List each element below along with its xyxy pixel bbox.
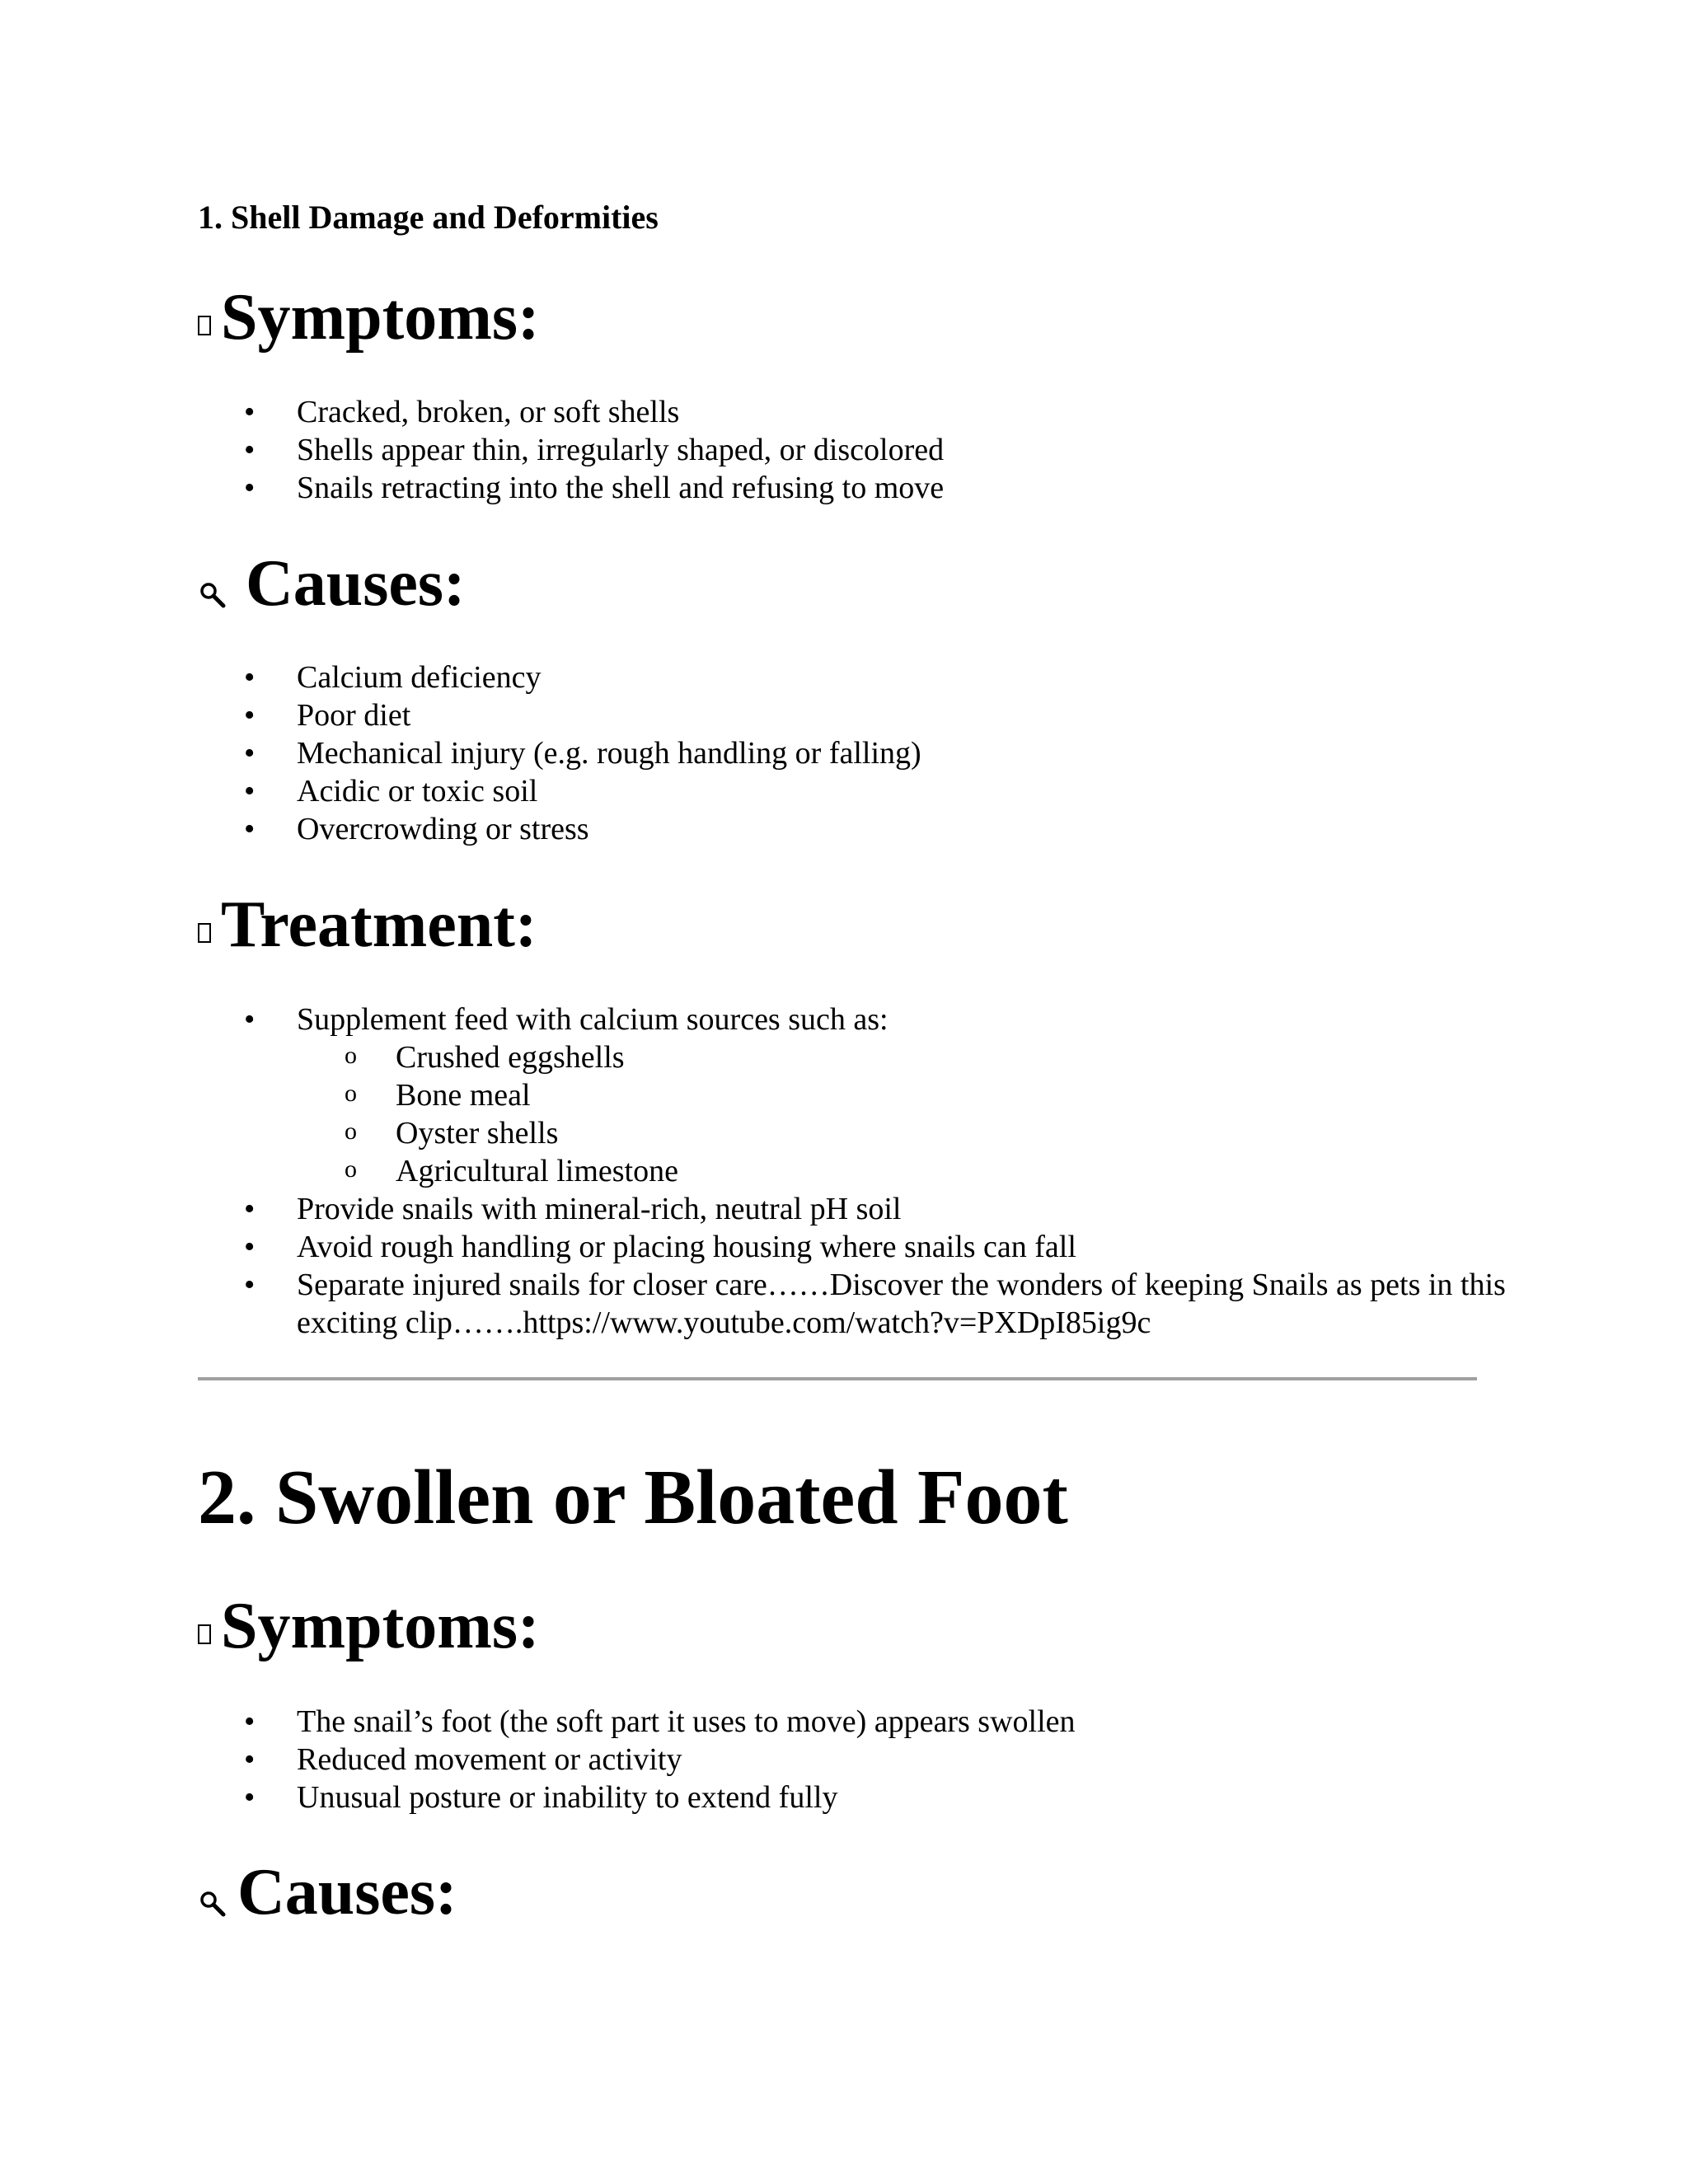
list-item: • Calcium deficiency <box>198 658 1508 696</box>
list-item <box>198 1001 1508 1190</box>
section2-causes-heading-text: Causes: <box>237 1856 457 1929</box>
list-item: o Crushed eggshells <box>198 1038 1508 1076</box>
section1-symptoms-heading-text: Symptoms: <box>221 281 540 354</box>
missing-glyph-box-icon <box>198 923 211 943</box>
list-item: • Provide snails with mineral-rich, neutral pH soil <box>198 1190 1508 1228</box>
list-item: • Overcrowding or stress <box>198 810 1508 848</box>
section2-symptoms-heading <box>198 1590 540 1662</box>
list-item: • Separate injured snails for closer care……Discover the wonders of keeping Snails as pets in this exciting clip…….https://www.youtube.com/watch?v=PXDpI85ig9c <box>198 1266 1508 1342</box>
section1-treatment-list <box>198 1001 1508 1342</box>
section2-symptoms-list <box>198 1703 1508 1816</box>
list-item: o Bone meal <box>198 1076 1508 1114</box>
list-item: • The snail’s foot (the soft part it uses to move) appears swollen <box>198 1703 1508 1741</box>
section1-causes-list <box>198 658 1508 848</box>
list-item: • Mechanical injury (e.g. rough handling or falling) <box>198 734 1508 772</box>
section1-title: 1. Shell Damage and Deformities <box>198 199 659 236</box>
treatment-intro: Supplement feed with calcium sources such as: <box>297 1002 889 1037</box>
list-item: o Oyster shells <box>198 1114 1508 1152</box>
list-item: • Poor diet <box>198 696 1508 734</box>
list-item: • Acidic or toxic soil <box>198 772 1508 810</box>
section1-symptoms-heading <box>198 281 540 354</box>
list-item: o Agricultural limestone <box>198 1152 1508 1190</box>
magnifier-icon <box>198 1889 227 1919</box>
list-item: • Avoid rough handling or placing housing where snails can fall <box>198 1228 1508 1266</box>
section2-title: 2. Swollen or Bloated Foot <box>198 1455 1068 1540</box>
list-item: • Reduced movement or activity <box>198 1741 1508 1779</box>
calcium-sources-list <box>297 1038 1508 1190</box>
section1-causes-heading <box>198 547 466 620</box>
list-item: • Snails retracting into the shell and refusing to move <box>198 469 1508 507</box>
list-item: • Unusual posture or inability to extend fully <box>198 1779 1508 1816</box>
section2-causes-heading <box>198 1856 457 1929</box>
missing-glyph-box-icon <box>198 1624 211 1644</box>
section2-symptoms-heading-text: Symptoms: <box>221 1590 540 1662</box>
list-item: • Cracked, broken, or soft shells <box>198 393 1508 431</box>
section1-treatment-heading-text: Treatment: <box>221 888 537 961</box>
magnifier-icon <box>198 580 227 610</box>
section1-causes-heading-text: Causes: <box>246 547 466 620</box>
missing-glyph-box-icon <box>198 316 211 335</box>
section1-treatment-heading <box>198 888 537 961</box>
section1-symptoms-list <box>198 393 1508 507</box>
horizontal-divider <box>198 1377 1477 1380</box>
list-item: • Shells appear thin, irregularly shaped, or discolored <box>198 431 1508 469</box>
